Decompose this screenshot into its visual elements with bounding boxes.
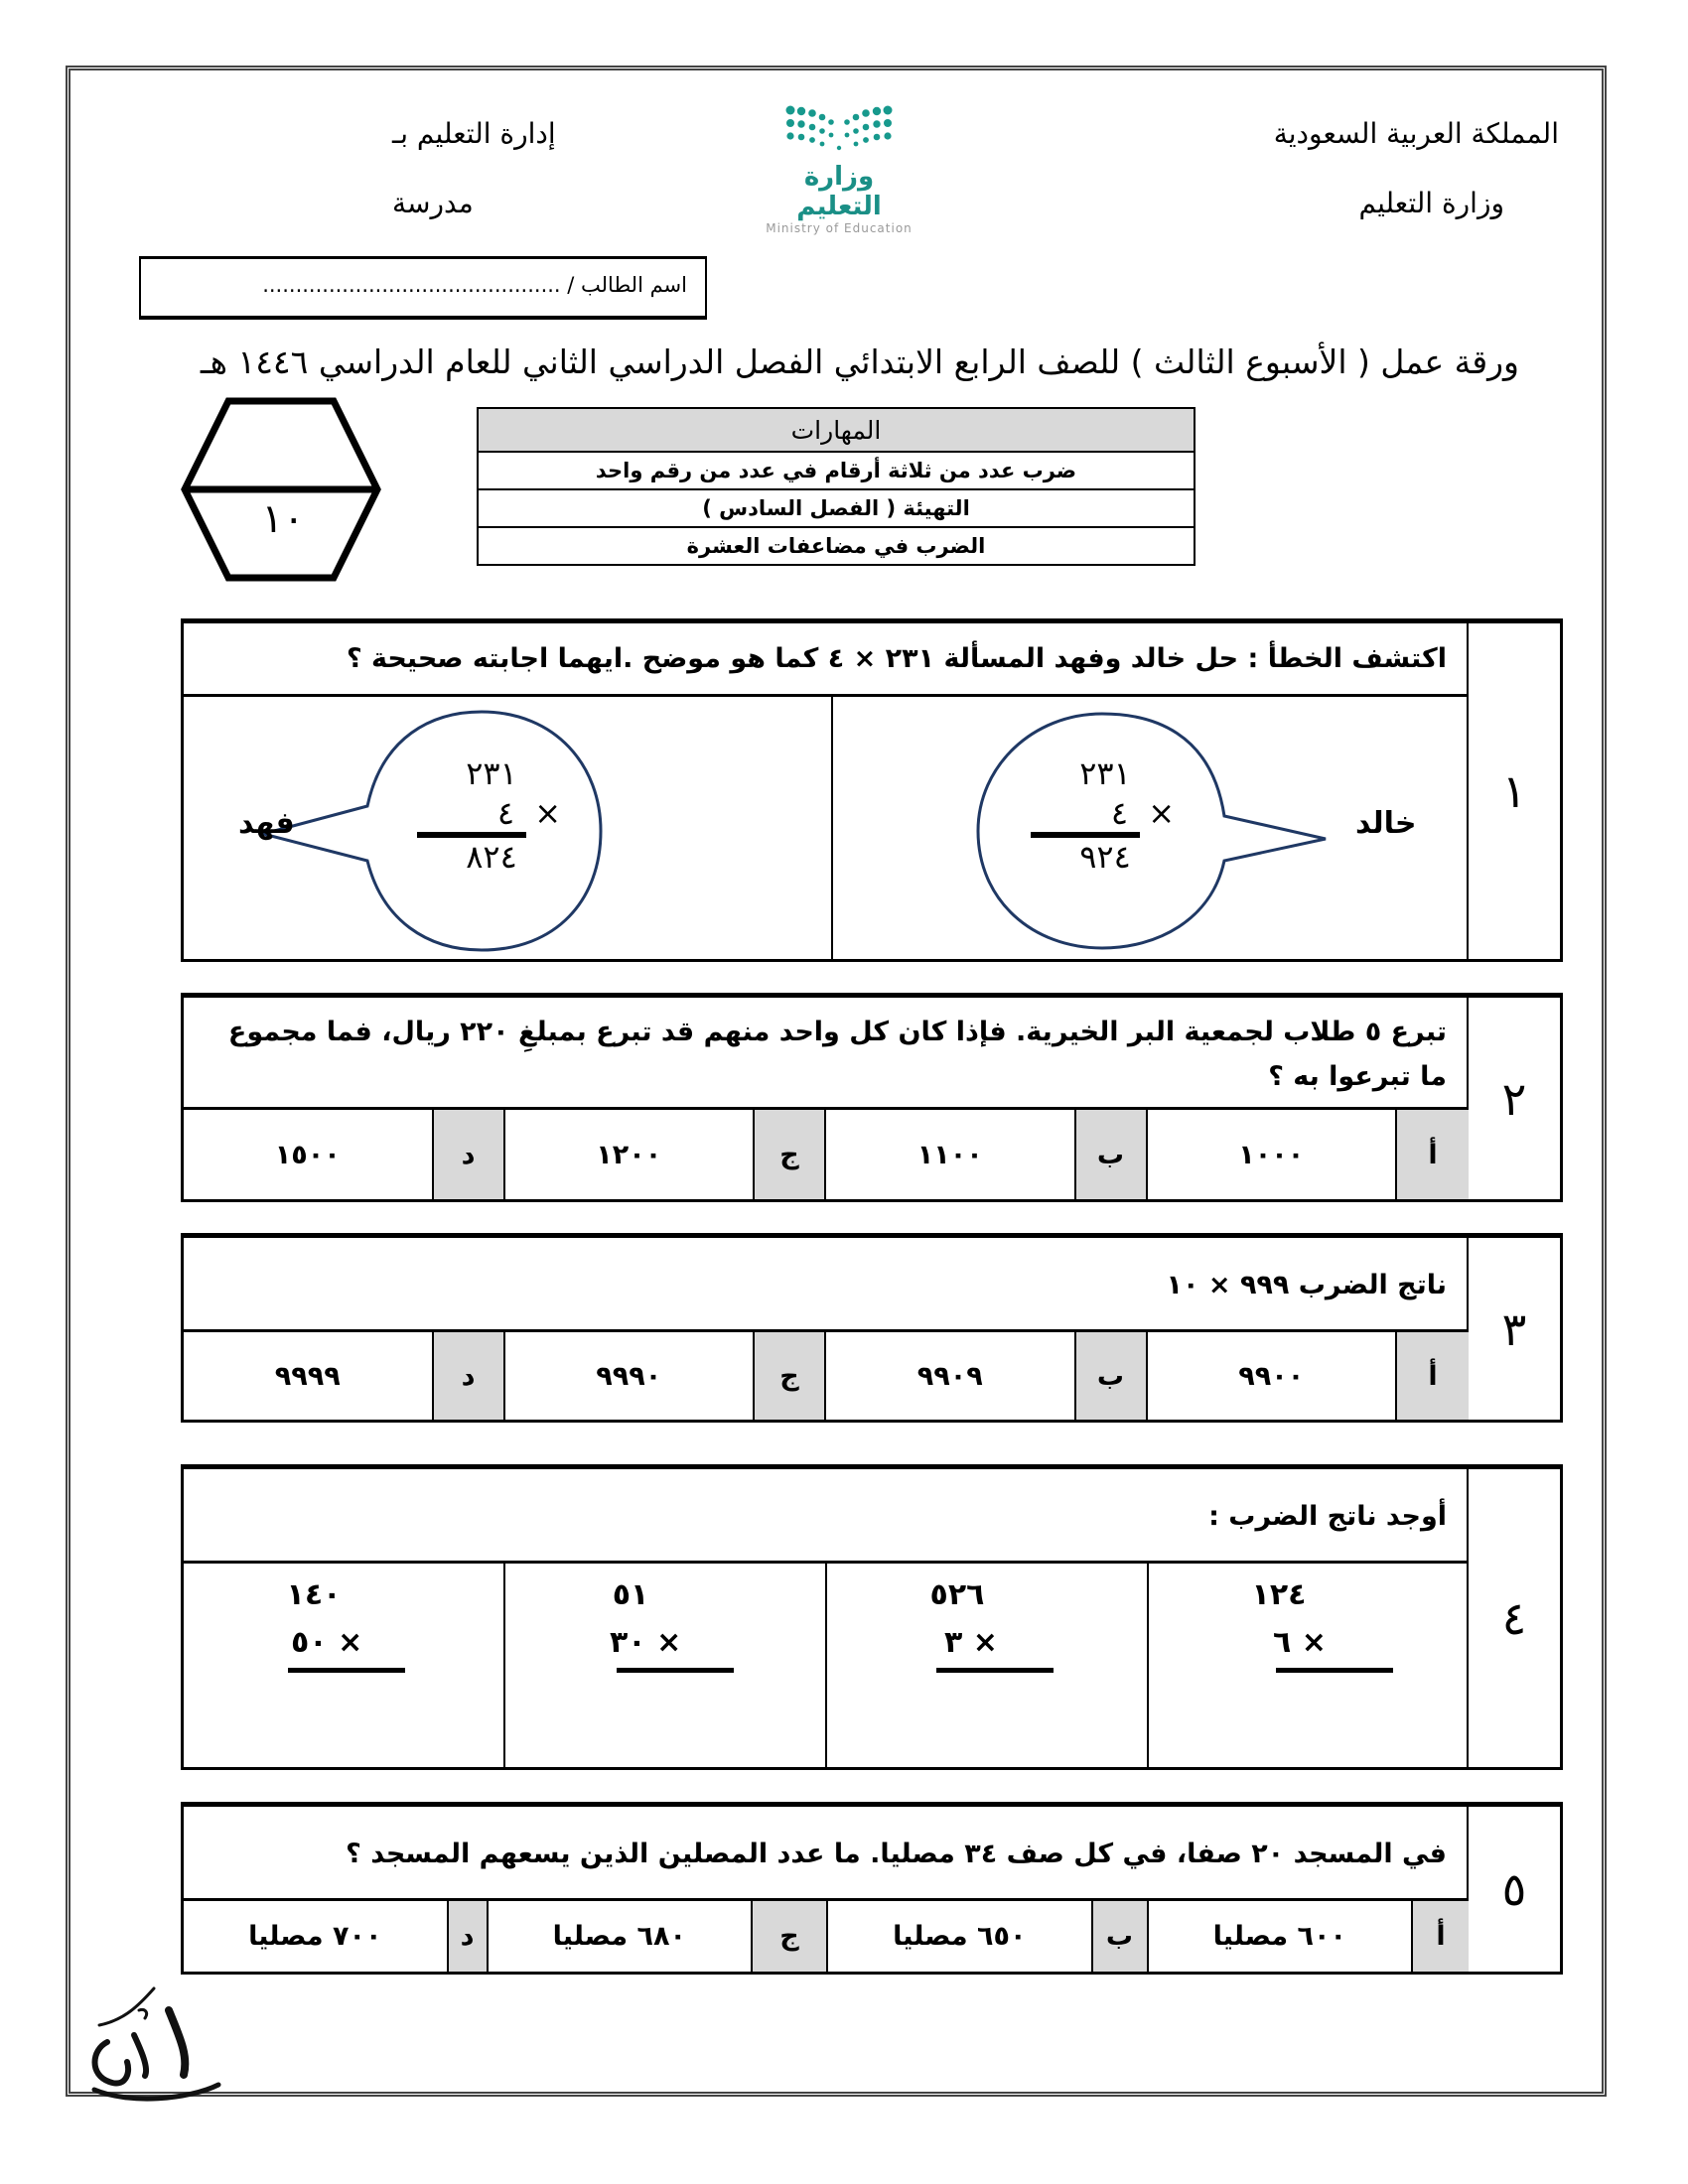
option-value[interactable]: ٧٠٠ مصليا — [248, 1921, 382, 1952]
option-value[interactable]: ٩٩٠٠ — [1238, 1360, 1305, 1392]
options-row — [184, 1332, 1469, 1420]
question-text: تبرع ٥ طلاب لجمعية البر الخيرية. فإذا كان كل واحد منهم قد تبرع بمبلغِ ٢٢٠ ريال، فما مجموع ما تبرعوا به ؟ — [184, 998, 1469, 1110]
question-number: ٢ — [1467, 998, 1560, 1199]
ministry-logo — [760, 104, 918, 235]
multiply-sign-icon: × — [1301, 1625, 1327, 1660]
option-letter[interactable]: أ — [1411, 1901, 1469, 1972]
problem-cell[interactable] — [503, 1564, 825, 1767]
multiply-sign-icon: × — [656, 1625, 682, 1660]
problem-top-number: ١٢٤ — [1251, 1577, 1307, 1612]
skill-item: ضرب عدد من ثلاثة أرقام في عدد من رقم واحد — [478, 452, 1195, 489]
education-admin-label: إدارة التعليم بـ — [392, 117, 556, 150]
problem-top-number: ٥١ — [612, 1577, 649, 1612]
question-text: أوجد ناتج الضرب : — [184, 1469, 1469, 1564]
khaled-top-number: ٢٣١ — [1079, 754, 1131, 792]
score-hexagon-icon — [179, 395, 383, 584]
option-letter[interactable]: ج — [751, 1901, 828, 1972]
calc-rule — [936, 1668, 1054, 1673]
problem-cell[interactable] — [1147, 1564, 1469, 1767]
skill-item: التهيئة ( الفصل السادس ) — [478, 489, 1195, 527]
student-name-placeholder: ............................................. — [262, 273, 561, 297]
multiply-sign-icon: × — [534, 794, 561, 832]
multiply-sign-icon: × — [1148, 794, 1175, 832]
problem-multiplier-line — [291, 1625, 362, 1660]
calc-rule — [288, 1668, 405, 1673]
skills-heading: المهارات — [478, 408, 1195, 452]
option-value[interactable]: ١١٠٠ — [916, 1139, 983, 1170]
ministry-label: وزارة التعليم — [1358, 187, 1504, 219]
option-value[interactable]: ٩٩٩٩ — [274, 1360, 341, 1392]
speaker-fahad: فهد — [238, 806, 295, 841]
student-name-field[interactable] — [139, 256, 707, 320]
problem-cell[interactable] — [184, 1564, 503, 1767]
problem-multiplier: ٣٠ — [610, 1625, 646, 1660]
problem-multiplier: ٥٠ — [291, 1625, 328, 1660]
khaled-result: ٩٢٤ — [1079, 838, 1131, 876]
fahad-top-number: ٢٣١ — [466, 754, 517, 792]
fahad-multiplier: ٤ — [496, 794, 515, 832]
problem-multiplier: ٦ — [1273, 1625, 1292, 1660]
question-1 — [181, 618, 1563, 962]
option-value[interactable]: ١٢٠٠ — [596, 1139, 662, 1170]
fahad-multiplier-line — [422, 794, 561, 832]
problem-multiplier: ٣ — [944, 1625, 963, 1660]
question-text: ناتج الضرب ٩٩٩ × ١٠ — [184, 1238, 1469, 1332]
option-letter[interactable]: د — [432, 1332, 505, 1420]
option-letter[interactable]: ب — [1091, 1901, 1149, 1972]
option-value[interactable]: ١٠٠٠ — [1238, 1139, 1305, 1170]
question-number: ٣ — [1467, 1238, 1560, 1420]
moe-dots-logo-icon — [784, 104, 894, 156]
option-letter[interactable]: د — [432, 1110, 505, 1199]
calligraphy-signature-icon — [79, 1980, 228, 2105]
fahad-calculation — [422, 754, 561, 876]
option-letter[interactable]: ج — [753, 1110, 826, 1199]
calc-rule — [1276, 1668, 1393, 1673]
speaker-khaled: خالد — [1355, 806, 1417, 841]
problem-cell[interactable] — [825, 1564, 1147, 1767]
skills-table — [477, 407, 1196, 566]
question-text: اكتشف الخطأ : حل خالد وفهد المسألة ٢٣١ × ٤ كما هو موضح .ايهما اجابته صحيحة ؟ — [184, 623, 1469, 697]
answers-area — [184, 697, 1469, 959]
khaled-calculation — [1036, 754, 1175, 876]
question-2 — [181, 993, 1563, 1202]
calc-rule — [617, 1668, 734, 1673]
option-letter[interactable]: أ — [1395, 1332, 1469, 1420]
option-value[interactable]: ٩٩٠٩ — [916, 1360, 983, 1392]
question-4 — [181, 1464, 1563, 1770]
options-row — [184, 1901, 1469, 1972]
option-letter[interactable]: ب — [1074, 1110, 1148, 1199]
option-letter[interactable]: أ — [1395, 1110, 1469, 1199]
student-name-label: اسم الطالب / — [567, 273, 687, 297]
problem-multiplier-line — [944, 1625, 998, 1660]
kingdom-label: المملكة العربية السعودية — [1273, 117, 1559, 150]
question-number: ١ — [1467, 623, 1560, 959]
option-letter[interactable]: ج — [753, 1332, 826, 1420]
fahad-result: ٨٢٤ — [466, 838, 517, 876]
problem-top-number: ١٤٠ — [286, 1577, 342, 1612]
question-text: في المسجد ٢٠ صفا، في كل صف ٣٤ مصليا. ما عدد المصلين الذين يسعهم المسجد ؟ — [184, 1807, 1469, 1901]
option-letter[interactable]: د — [447, 1901, 489, 1972]
question-number: ٥ — [1467, 1807, 1560, 1972]
logo-arabic-text: وزارة التعليم — [796, 162, 882, 221]
logo-english-text: Ministry of Education — [766, 221, 913, 235]
column-divider — [831, 697, 833, 959]
khaled-multiplier: ٤ — [1110, 794, 1129, 832]
khaled-multiplier-line — [1036, 794, 1175, 832]
problem-top-number: ٥٢٦ — [929, 1577, 985, 1612]
multiply-sign-icon: × — [338, 1625, 363, 1660]
school-label: مدرسة — [392, 187, 474, 219]
option-value[interactable]: ٦٨٠ مصليا — [552, 1921, 686, 1952]
option-value[interactable]: ٦٠٠ مصليا — [1212, 1921, 1346, 1952]
option-letter[interactable]: ب — [1074, 1332, 1148, 1420]
question-5 — [181, 1802, 1563, 1975]
option-value[interactable]: ٦٥٠ مصليا — [893, 1921, 1027, 1952]
problems-row — [184, 1564, 1469, 1767]
multiply-sign-icon: × — [972, 1625, 998, 1660]
option-value[interactable]: ١٥٠٠ — [274, 1139, 341, 1170]
question-number: ٤ — [1467, 1469, 1560, 1767]
score-total: ١٠ — [261, 496, 305, 542]
options-row — [184, 1110, 1469, 1199]
skill-item: الضرب في مضاعفات العشرة — [478, 527, 1195, 565]
problem-multiplier-line — [610, 1625, 681, 1660]
worksheet-title: ورقة عمل ( الأسبوع الثالث ) للصف الرابع الابتدائي الفصل الدراسي الثاني للعام الدراسي ١٤٤٦ هـ — [200, 342, 1519, 381]
problem-multiplier-line — [1273, 1625, 1327, 1660]
option-value[interactable]: ٩٩٩٠ — [596, 1360, 662, 1392]
question-3 — [181, 1233, 1563, 1423]
